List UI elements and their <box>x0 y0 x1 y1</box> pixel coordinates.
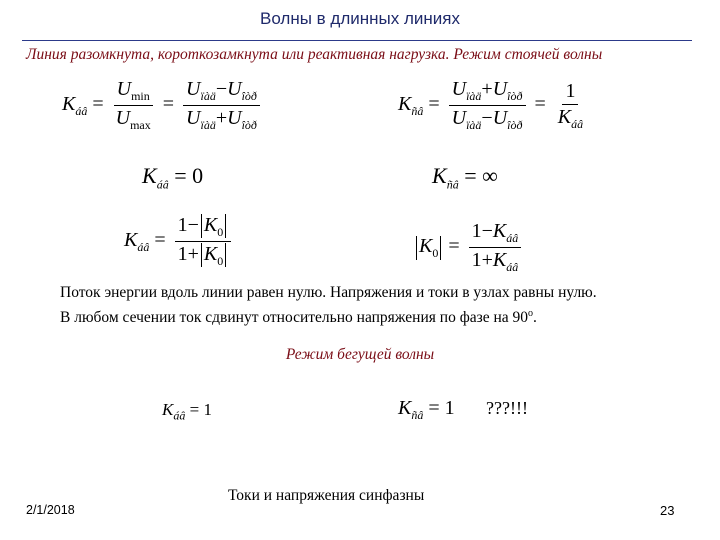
u-subscript: ïàä <box>200 89 216 103</box>
one-value: 1 <box>177 243 188 265</box>
equals-sign: = <box>428 397 440 419</box>
k0-subscript: 0 <box>217 225 224 239</box>
equals-sign: = <box>534 93 546 116</box>
equals-sign: = <box>464 163 477 188</box>
traveling-wave-heading: Режим бегущей волны <box>285 346 435 363</box>
numerator-one: 1 <box>562 80 578 105</box>
u-symbol: U <box>115 107 131 129</box>
u-subscript: îòð <box>241 89 257 103</box>
description-line-2-text: В любом сечении ток сдвинут относительно напряжения по фазе на 90 <box>60 309 529 327</box>
plus-sign: + <box>187 243 199 265</box>
formula-k0-kbv <box>414 220 525 275</box>
k-subscript: áâ <box>571 116 584 131</box>
u-subscript: îòð <box>241 118 257 132</box>
equals-sign: = <box>92 93 104 116</box>
one-value: 1 <box>471 249 482 271</box>
description-line-2-end: . <box>533 309 537 327</box>
k-subscript: ñâ <box>411 104 424 119</box>
equals-sign: = <box>448 235 460 258</box>
k-subscript: ñâ <box>411 408 424 422</box>
k-subscript: áâ <box>75 104 88 119</box>
k-symbol: K <box>398 397 412 419</box>
minus-sign: − <box>481 220 493 242</box>
k-subscript: áâ <box>506 231 519 245</box>
k-subscript: áâ <box>173 408 186 423</box>
k-symbol: K <box>432 163 447 188</box>
fraction-upad-uotr-inverse <box>449 78 526 133</box>
minus-sign: − <box>481 107 493 129</box>
u-subscript: max <box>130 118 151 132</box>
title-divider <box>22 40 692 41</box>
formula-kbv-ratio <box>62 78 264 133</box>
equals-sign: = <box>154 229 166 252</box>
slide-date: 2/1/2018 <box>26 503 75 517</box>
u-symbol: U <box>227 78 242 100</box>
fraction-kbv <box>469 220 522 275</box>
u-symbol: U <box>116 78 132 100</box>
slide-title: Волны в длинных линиях <box>260 9 460 28</box>
inphase-note: Токи и напряжения синфазны <box>228 487 425 504</box>
u-symbol: U <box>186 78 201 100</box>
formula-ksv-ratio <box>398 78 590 133</box>
one-value: 1 <box>203 400 212 419</box>
infinity-value: ∞ <box>482 163 498 188</box>
k-symbol: K <box>557 105 572 128</box>
u-subscript: îòð <box>507 118 523 132</box>
plus-sign: + <box>215 107 228 129</box>
description-line-2 <box>60 303 710 328</box>
fraction-upad-uotr <box>183 78 260 133</box>
k-symbol: K <box>124 229 138 252</box>
k-subscript: ñâ <box>446 177 459 192</box>
u-symbol: U <box>451 78 467 100</box>
k0-symbol: K <box>203 243 218 265</box>
fraction-one-over-kbv <box>555 80 586 132</box>
minus-sign: − <box>215 78 228 100</box>
equals-sign: = <box>174 163 187 188</box>
slide-subtitle: Линия разомкнута, короткозамкнута или реактивная нагрузка. Режим стоячей волны <box>26 46 603 63</box>
equals-sign: = <box>428 93 440 116</box>
u-symbol: U <box>492 107 508 129</box>
u-subscript: ïàä <box>200 118 216 132</box>
equals-sign: = <box>162 93 175 116</box>
equals-sign: = <box>189 400 200 419</box>
minus-sign: − <box>187 214 199 236</box>
formula-kbv-k0 <box>124 214 235 269</box>
degree-symbol: o <box>528 308 534 319</box>
page-number: 23 <box>660 503 675 518</box>
plus-sign: + <box>481 78 493 100</box>
formula-kbv-one <box>162 400 212 423</box>
u-symbol: U <box>451 107 467 129</box>
k-symbol: K <box>492 249 507 271</box>
fraction-k0 <box>175 214 232 269</box>
u-symbol: U <box>492 78 508 100</box>
plus-sign: + <box>481 249 493 271</box>
u-symbol: U <box>227 107 242 129</box>
formula-ksv-infinity <box>432 163 498 192</box>
fraction-umin-umax <box>113 78 154 133</box>
k0-symbol: K <box>203 214 218 236</box>
k-symbol: K <box>162 400 174 419</box>
one-value: 1 <box>471 220 482 242</box>
k-subscript: áâ <box>506 260 519 274</box>
description-line-1: Поток энергии вдоль линии равен нулю. Напряжения и токи в узлах равны нулю. <box>60 284 597 301</box>
one-value: 1 <box>177 214 188 236</box>
u-symbol: U <box>186 107 201 129</box>
zero-value: 0 <box>192 163 204 188</box>
formula-ksv-one <box>398 397 455 423</box>
k0-subscript: 0 <box>432 246 439 261</box>
u-subscript: min <box>131 89 150 103</box>
k-symbol: K <box>492 220 507 242</box>
k0-subscript: 0 <box>217 254 224 268</box>
k-symbol: K <box>62 93 76 116</box>
k0-symbol: K <box>419 235 433 258</box>
u-subscript: ïàä <box>466 118 482 132</box>
u-subscript: ïàä <box>466 89 482 103</box>
u-subscript: îòð <box>507 89 523 103</box>
k-symbol: K <box>398 93 412 116</box>
k-subscript: áâ <box>156 177 169 192</box>
k-symbol: K <box>142 163 157 188</box>
question-marks: ???!!! <box>486 398 528 418</box>
formula-kbv-zero <box>142 163 203 192</box>
standing-wave-description <box>60 282 710 328</box>
k-subscript: áâ <box>137 240 150 255</box>
one-value: 1 <box>444 397 455 419</box>
